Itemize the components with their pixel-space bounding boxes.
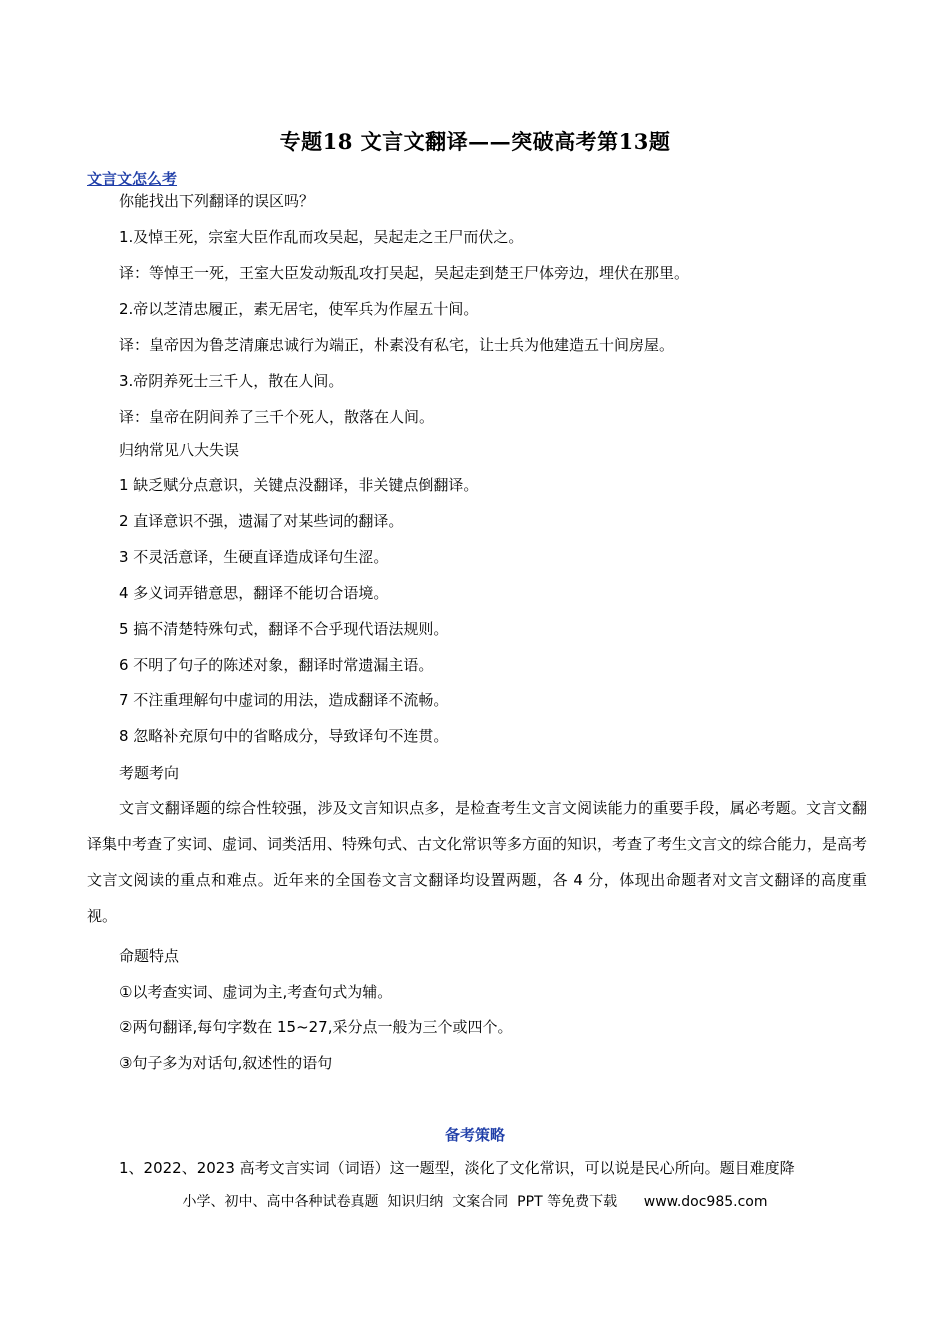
example-2-translation: 译：皇帝因为鲁芝清廉忠诚行为端正，朴素没有私宅，让士兵为他建造五十间房屋。 [119, 336, 675, 354]
mistake-item: 2 直译意识不强，遗漏了对某些词的翻译。 [119, 512, 404, 530]
feature-item: ①以考查实词、虚词为主,考查句式为辅。 [119, 983, 393, 1001]
feature-item: ③句子多为对话句,叙述性的语句 [119, 1054, 333, 1072]
intro-question: 你能找出下列翻译的误区吗？ [119, 192, 315, 210]
mistakes-heading: 归纳常见八大失误 [119, 441, 240, 459]
example-1-translation: 译：等悼王一死，王室大臣发动叛乱攻打吴起，吴起走到楚王尸体旁边，埋伏在那里。 [119, 264, 690, 282]
example-3-original: 3.帝阴养死士三千人，散在人间。 [119, 372, 344, 390]
example-2-original: 2.帝以芝清忠履正，素无居宅，使军兵为作屋五十间。 [119, 300, 479, 318]
features-heading: 命题特点 [119, 947, 180, 965]
footer-banner: 小学、初中、高中各种试卷真题 知识归纳 文案合同 PPT 等免费下载 www.doc985.com [182, 1194, 768, 1210]
mistake-item: 3 不灵活意译，生硬直译造成译句生涩。 [119, 548, 389, 566]
mistake-item: 7 不注重理解句中虚词的用法，造成翻译不流畅。 [119, 691, 449, 709]
feature-item: ②两句翻译,每句字数在 15~27,采分点一般为三个或四个。 [119, 1018, 513, 1036]
mistake-item: 4 多义词弄错意思，翻译不能切合语境。 [119, 584, 389, 602]
mistake-item: 5 搞不清楚特殊句式，翻译不合乎现代语法规则。 [119, 620, 449, 638]
example-1-original: 1.及悼王死，宗室大臣作乱而攻吴起，吴起走之王尸而伏之。 [119, 228, 524, 246]
mistake-item: 1 缺乏赋分点意识，关键点没翻译，非关键点倒翻译。 [119, 476, 479, 494]
example-3-translation: 译：皇帝在阴间养了三千个死人，散落在人间。 [119, 408, 435, 426]
section-link-how-tested[interactable]: 文言文怎么考 [87, 170, 178, 188]
exam-direction-heading: 考题考向 [119, 764, 180, 782]
mistake-item: 8 忽略补充原句中的省略成分，导致译句不连贯。 [119, 727, 449, 745]
exam-direction-paragraph: 文言文翻译题的综合性较强，涉及文言知识点多，是检查考生文言文阅读能力的重要手段，属必考题。文言文翻译集中考查了实词、虚词、词类活用、特殊句式、古文化常识等多方面的知识，考查了考生文言文的综合能力，是高考文言文阅读的重点和难点。近年来的全国卷文言文翻译均设置两题，各 4 分，体现出命题者对文言文翻译的高度重视。 [87, 799, 868, 925]
strategy-heading: 备考策略 [444, 1126, 505, 1144]
page-title: 专题18 文言文翻译——突破高考第13题 [279, 129, 671, 154]
strategy-text: 1、2022、2023 高考文言实词（词语）这一题型，淡化了文化常识，可以说是民心所向。题目难度降 [119, 1159, 795, 1177]
mistake-item: 6 不明了句子的陈述对象，翻译时常遗漏主语。 [119, 656, 434, 674]
